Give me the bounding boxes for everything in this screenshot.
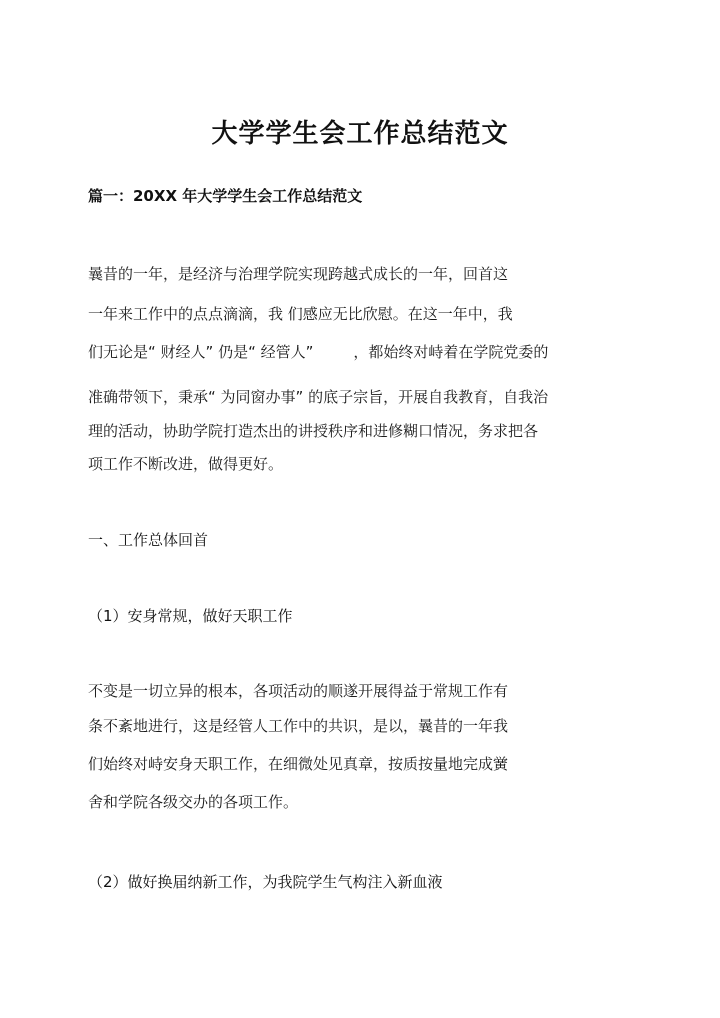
subsection-heading-1: （1）安身常规，做好天职工作 [88, 607, 293, 625]
document-title: 大学学生会工作总结范文 [211, 119, 509, 149]
subsection-heading-2: （2）做好换届纳新工作，为我院学生气构注入新血液 [88, 873, 443, 891]
intro-line-3-part-1: 们无论是“ 财经人” 仍是“ 经管人” [88, 343, 314, 361]
sub1-line-3: 们始终对峙安身天职工作，在细微处见真章，按质按量地完成黉 [88, 755, 509, 773]
sub1-line-1: 不变是一切立异的根本，各项活动的顺遂开展得益于常规工作有 [88, 682, 509, 700]
intro-line-3 [88, 341, 548, 363]
intro-line-3-part-2: ，都始终对峙着在学院党委的 [353, 343, 549, 361]
section-heading-1: 一、工作总体回首 [88, 531, 209, 549]
document-subtitle: 篇一：20XX 年大学学生会工作总结范文 [88, 187, 363, 205]
intro-line-4: 准确带领下，秉承“ 为同窗办事” 的底子宗旨，开展自我教育，自我治 [88, 388, 549, 406]
intro-line-2: 一年来工作中的点点滴滴，我 们感应无比欣慰。在这一年中，我 [88, 305, 513, 323]
intro-line-6: 项工作不断改进，做得更好。 [88, 455, 284, 473]
sub1-line-4: 舍和学院各级交办的各项工作。 [88, 793, 299, 811]
intro-line-5: 理的活动，协助学院打造杰出的讲授秩序和进修糊口情况，务求把各 [88, 422, 539, 440]
intro-line-1: 曩昔的一年，是经济与治理学院实现跨越式成长的一年，回首这 [88, 265, 509, 283]
sub1-line-2: 条不紊地进行，这是经管人工作中的共识，是以，曩昔的一年我 [88, 717, 509, 735]
